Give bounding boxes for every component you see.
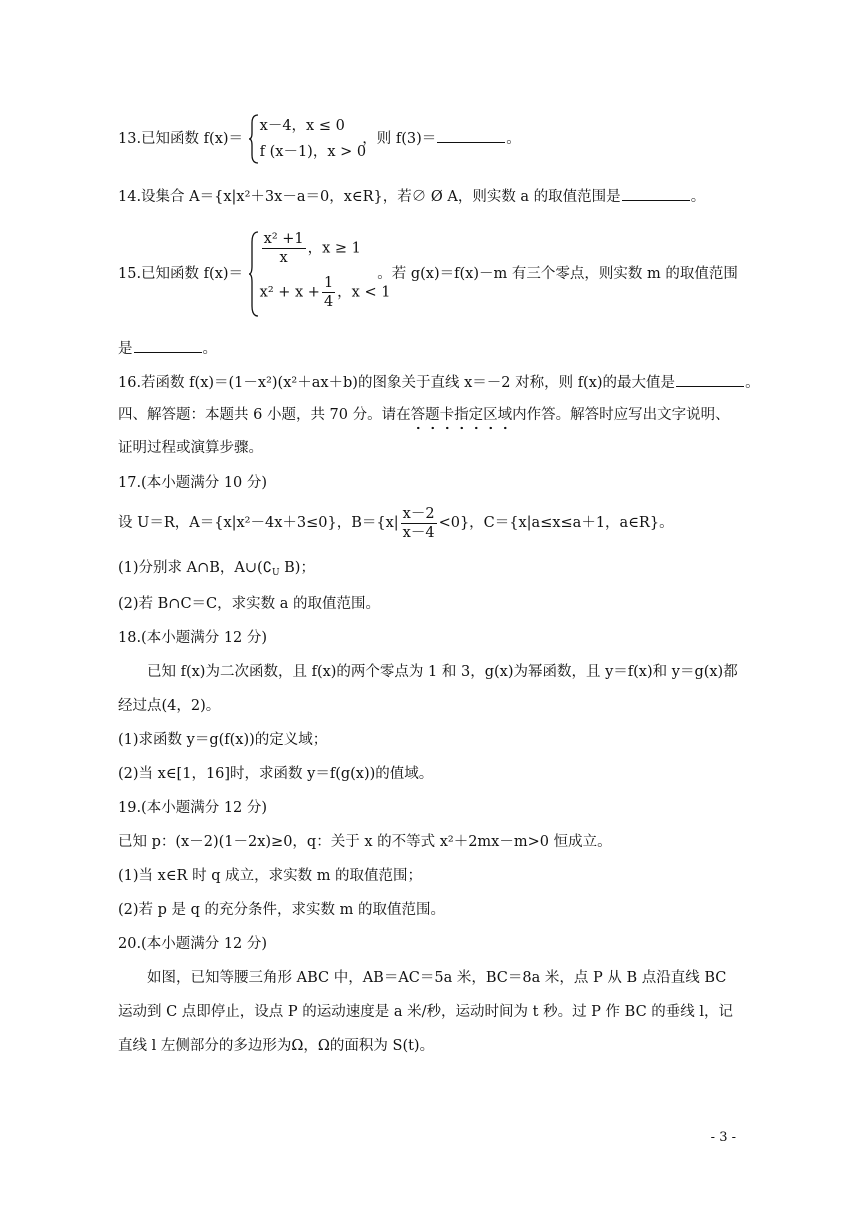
q15-line2-prefix: 是 (118, 341, 133, 357)
brace-icon (248, 113, 260, 165)
q13-suffix: ，则 f(3)＝ (362, 131, 437, 147)
question-18-line-2: 经过点(4，2)。 (118, 698, 221, 714)
q15-line2-end: 。 (202, 341, 217, 357)
q14-text: 14.设集合 A＝{x|x²＋3x－a＝0，x∈R}，若∅ Ø A，则实数 a 的取值范围是 (118, 189, 621, 205)
question-14 (118, 186, 705, 207)
question-20-line-1: 如图，已知等腰三角形 ABC 中，AB＝AC＝5a 米，BC＝8a 米，点 P 从 B 点沿直线 BC (147, 970, 727, 986)
q13-case-1: x－4，x ≤ 0 (259, 118, 345, 134)
q16-end: 。 (745, 375, 760, 391)
q13-case-2: f (x－1)，x > 0 (259, 144, 367, 160)
q15-case1-numerator: x² +1 (263, 231, 304, 247)
question-19-line-2: (1)当 x∈R 时 q 成立，求实数 m 的取值范围； (118, 868, 423, 884)
complement-subscript: U (271, 568, 280, 578)
question-17-line-3: (2)若 B∩C＝C，求实数 a 的取值范围。 (118, 596, 381, 612)
brace-icon (248, 230, 260, 318)
question-20-line-3: 直线 l 左侧部分的多边形为Ω，Ω的面积为 S(t)。 (118, 1038, 435, 1054)
question-17-heading: 17.(本小题满分 10 分) (118, 475, 268, 491)
section-4-heading (118, 405, 730, 425)
answer-blank[interactable] (676, 372, 744, 387)
answer-blank[interactable] (134, 338, 202, 353)
question-18-line-1: 已知 f(x)为二次函数，且 f(x)的两个零点为 1 和 3，g(x)为幂函数，且 y＝f(x)和 y＝g(x)都 (147, 664, 738, 680)
q15-case2-condition: ，x < 1 (337, 284, 391, 301)
q15-piecewise (248, 230, 391, 318)
q15-case1-condition: ，x ≥ 1 (307, 240, 361, 257)
question-15-line-2 (118, 338, 217, 359)
question-19-heading: 19.(本小题满分 12 分) (118, 800, 268, 816)
q14-end: 。 (690, 189, 706, 205)
q17-l1-pre: 设 U＝R，A＝{x|x²－4x＋3≤0}，B＝{x| (118, 515, 399, 531)
q15-case2-denominator: 4 (323, 294, 334, 310)
q15-prefix: 15.已知函数 f(x)＝ (118, 266, 244, 282)
question-15 (118, 230, 738, 318)
question-17-line-2 (118, 558, 315, 578)
q17-fraction-numerator: x－2 (402, 505, 435, 522)
section4-line1-pre: 四、解答题：本题共 6 小题，共 70 分。请在 (118, 407, 411, 423)
q13-piecewise (248, 113, 367, 165)
q17-fraction-denominator: x－4 (402, 524, 435, 541)
q15-case2-prefix: x² + x + (259, 284, 320, 301)
question-18-heading: 18.(本小题满分 12 分) (118, 630, 268, 646)
question-13 (118, 113, 521, 165)
section4-line1-post: 内作答。解答时应写出文字说明、 (512, 407, 730, 423)
q15-case2-numerator: 1 (323, 275, 334, 291)
question-19-line-1: 已知 p：(x－2)(1－2x)≥0，q：关于 x 的不等式 x²＋2mx－m>0 恒成立。 (118, 834, 612, 850)
answer-blank[interactable] (437, 128, 505, 143)
q13-prefix: 13.已知函数 f(x)＝ (118, 131, 244, 147)
complement-symbol: ∁ (262, 560, 272, 576)
question-20-line-2: 运动到 C 点即停止，设点 P 的运动速度是 a 米/秒，运动时间为 t 秒。过 P 作 BC 的垂线 l，记 (118, 1004, 734, 1020)
q17-l2-pre: (1)分别求 A∩B，A∪( (118, 560, 263, 576)
answer-blank[interactable] (622, 186, 690, 201)
question-20-heading: 20.(本小题满分 12 分) (118, 936, 268, 952)
q17-l2-post: B)； (279, 560, 315, 576)
question-16 (118, 372, 760, 393)
question-18-line-4: (2)当 x∈[1，16]时，求函数 y＝f(g(x))的值域。 (118, 766, 434, 782)
q16-text: 16.若函数 f(x)＝(1－x²)(x²＋ax＋b)的图象关于直线 x＝－2 对称，则 f(x)的最大值是 (118, 375, 676, 391)
question-19-line-3: (2)若 p 是 q 的充分条件，求实数 m 的取值范围。 (118, 902, 446, 918)
page-number: - 3 - (710, 1130, 736, 1145)
emphasis-text: 答题卡指定区域 (411, 407, 513, 423)
question-17-line-1 (118, 500, 674, 546)
section-4-line-2: 证明过程或演算步骤。 (118, 440, 263, 456)
q17-l1-post: <0}，C＝{x|a≤x≤a＋1，a∈R}。 (438, 515, 674, 531)
q15-case1-denominator: x (279, 250, 288, 266)
q15-suffix: 。若 g(x)＝f(x)－m 有三个零点，则实数 m 的取值范围 (377, 266, 738, 282)
q13-end: 。 (506, 131, 521, 147)
question-18-line-3: (1)求函数 y＝g(f(x))的定义域； (118, 732, 328, 748)
